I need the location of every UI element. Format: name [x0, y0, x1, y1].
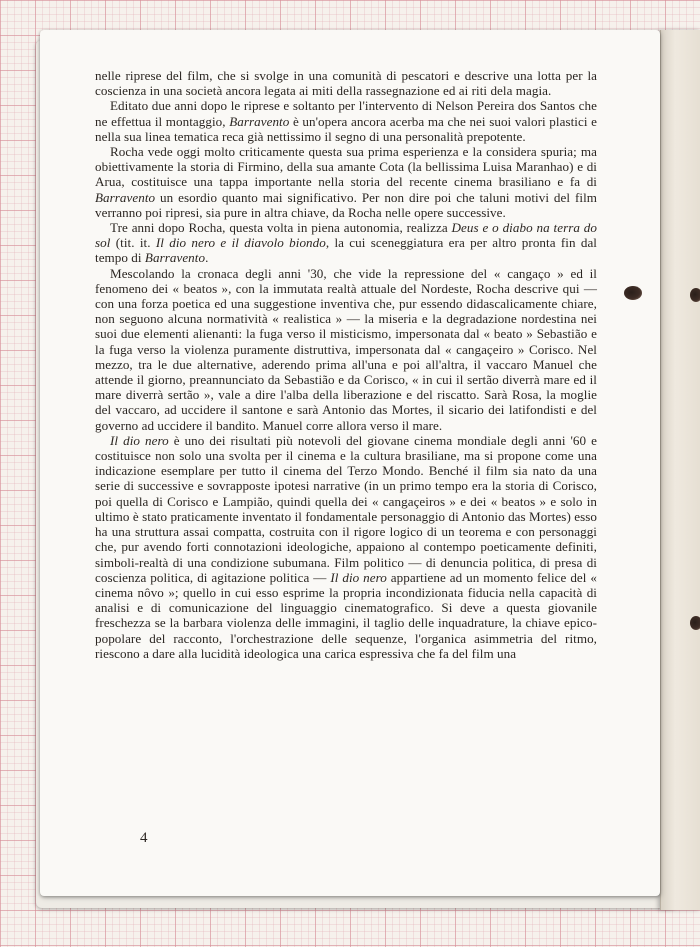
text-run: Rocha vede oggi molto criticamente questa sua prima esperienza e la considera spuria; ma obiettivamente la storia di Firmino, della sua amante Cota (la bellissima Luisa Maranhao) e di Arua, costituisce una tappa importante nella storia del recente cinema brasiliano e fa di [95, 144, 597, 190]
text-run: Mescolando la cronaca degli anni '30, che vide la repressione del « cangaço » ed il fenomeno dei « beatos », con la immutata realtà attuale del Nordeste, Rocha descrive qui — con una forza poetica ed una suggestione inventiva che, pur essendo didascalicamente chiare, non seguono alcuna normatività « realistica » — la miseria e la degradazione nordestina nei suoi due elementi alienanti: la fuga verso il misticismo, impersonata dal « beato » Sebastião e la fuga verso la violenza puramente distruttiva, impersonata dal « cangaçeiro » Corisco. Nel mezzo, tra le due alternative, aderendo prima all'una e poi all'altra, il vaccaro Manuel che attende il giorno, preannunciato da Sebastião e da Corisco, « in cui il sertão diverrà mare ed il mare diverrà sertão », vale a dire l'alba della liberazione e del riscatto. Sarà Rosa, la moglie del vaccaro, ad uccidere il santone e sarà Antonio das Mortes, il sicario dei latifondisti e del governo ad uccidere il bandito. Manuel corre allora verso il mare. [95, 265, 597, 433]
page-body-text [95, 68, 597, 661]
page-number: 4 [140, 830, 148, 846]
italic-title: Barravento [144, 250, 206, 266]
text-run: . [205, 250, 209, 266]
punch-hole [690, 288, 700, 302]
body-paragraph [95, 144, 597, 220]
text-run: è un'opera ancora acerba ma che nei suoi valori plastici e nella sua linea tematica reca già nettissimo il segno di una personalità prepotente. [95, 113, 597, 144]
text-run: è uno dei risultati più notevoli del giovane cinema mondiale degli anni '60 e costituisce non solo una svolta per il cinema e la cultura brasiliane, ma si propone come una indicazione esemplare per tutto il cinema del Terzo Mondo. Benché il film sia nato da una serie di successive e sovrapposte ipotesi narrative (in un primo tempo era la storia di Corisco, poi quella di Corisco e Lampião, quindi quella dei « cangaçeiros » e dei « beatos » e solo in ultimo è stato praticamente inventato il fondamentale personaggio di Antonio das Mortes) esso ha una struttura assai compatta, costruita con il rigore logico di un teorema e con personaggi che, pur avendo forti connotazioni ideologiche, appaiono al contempo poeticamente definiti, simboli-realtà di una condizione subumana. Film politico — di denuncia politica, di presa di coscienza politica, di agitazione politica — [95, 432, 597, 585]
text-run: appartiene ad un momento felice del « cinema nôvo »; quello in cui esso esprime la propria incondizionata fiducia nella capacità di analisi e di comunicazione del linguaggio cinematografico. Si deve a questa giovanile freschezza se la barbara violenza delle immagini, il taglio delle inquadrature, la chiave epico-popolare del racconto, l'orchestrazione delle sequenze, l'organica asimmetria del ritmo, riescono a dare alla lucidità ideologica una carica espressiva che fa del film una [95, 569, 597, 661]
text-run: , la cui sceneggiatura era per altro pronta fin dal tempo di [95, 235, 597, 266]
binder-spine [660, 30, 700, 910]
italic-title: Il dio nero [110, 432, 169, 448]
body-paragraph [95, 220, 597, 266]
text-run: nelle riprese del film, che si svolge in una comunità di pescatori e descrive una lotta per la coscienza in una società ancora legata ai miti della rassegnazione ed ai riti dela magia. [95, 68, 597, 99]
text-run: un esordio quanto mai significativo. Per non dire poi che taluni motivi del film verranno poi ripresi, sia pure in altra chiave, da Rocha nelle opere successive. [95, 189, 597, 220]
text-run: (tit. it. [110, 235, 156, 251]
body-paragraph [95, 98, 597, 144]
punch-hole [690, 616, 700, 630]
italic-title: Barravento [95, 189, 156, 205]
body-paragraph [95, 433, 597, 661]
text-run: Editato due anni dopo le riprese e soltanto per l'intervento di Nelson Pereira dos Santos che ne effettua il montaggio, [95, 98, 597, 129]
body-paragraph [95, 266, 597, 433]
italic-title: Deus e o diabo na terra do sol [95, 220, 597, 251]
text-run: Tre anni dopo Rocha, questa volta in piena autonomia, realizza [110, 220, 452, 236]
punch-hole [624, 286, 642, 300]
italic-title: Il dio nero [330, 569, 387, 585]
body-paragraph [95, 68, 597, 98]
italic-title: Il dio nero e il diavolo biondo [155, 235, 326, 251]
italic-title: Barravento [229, 113, 290, 129]
